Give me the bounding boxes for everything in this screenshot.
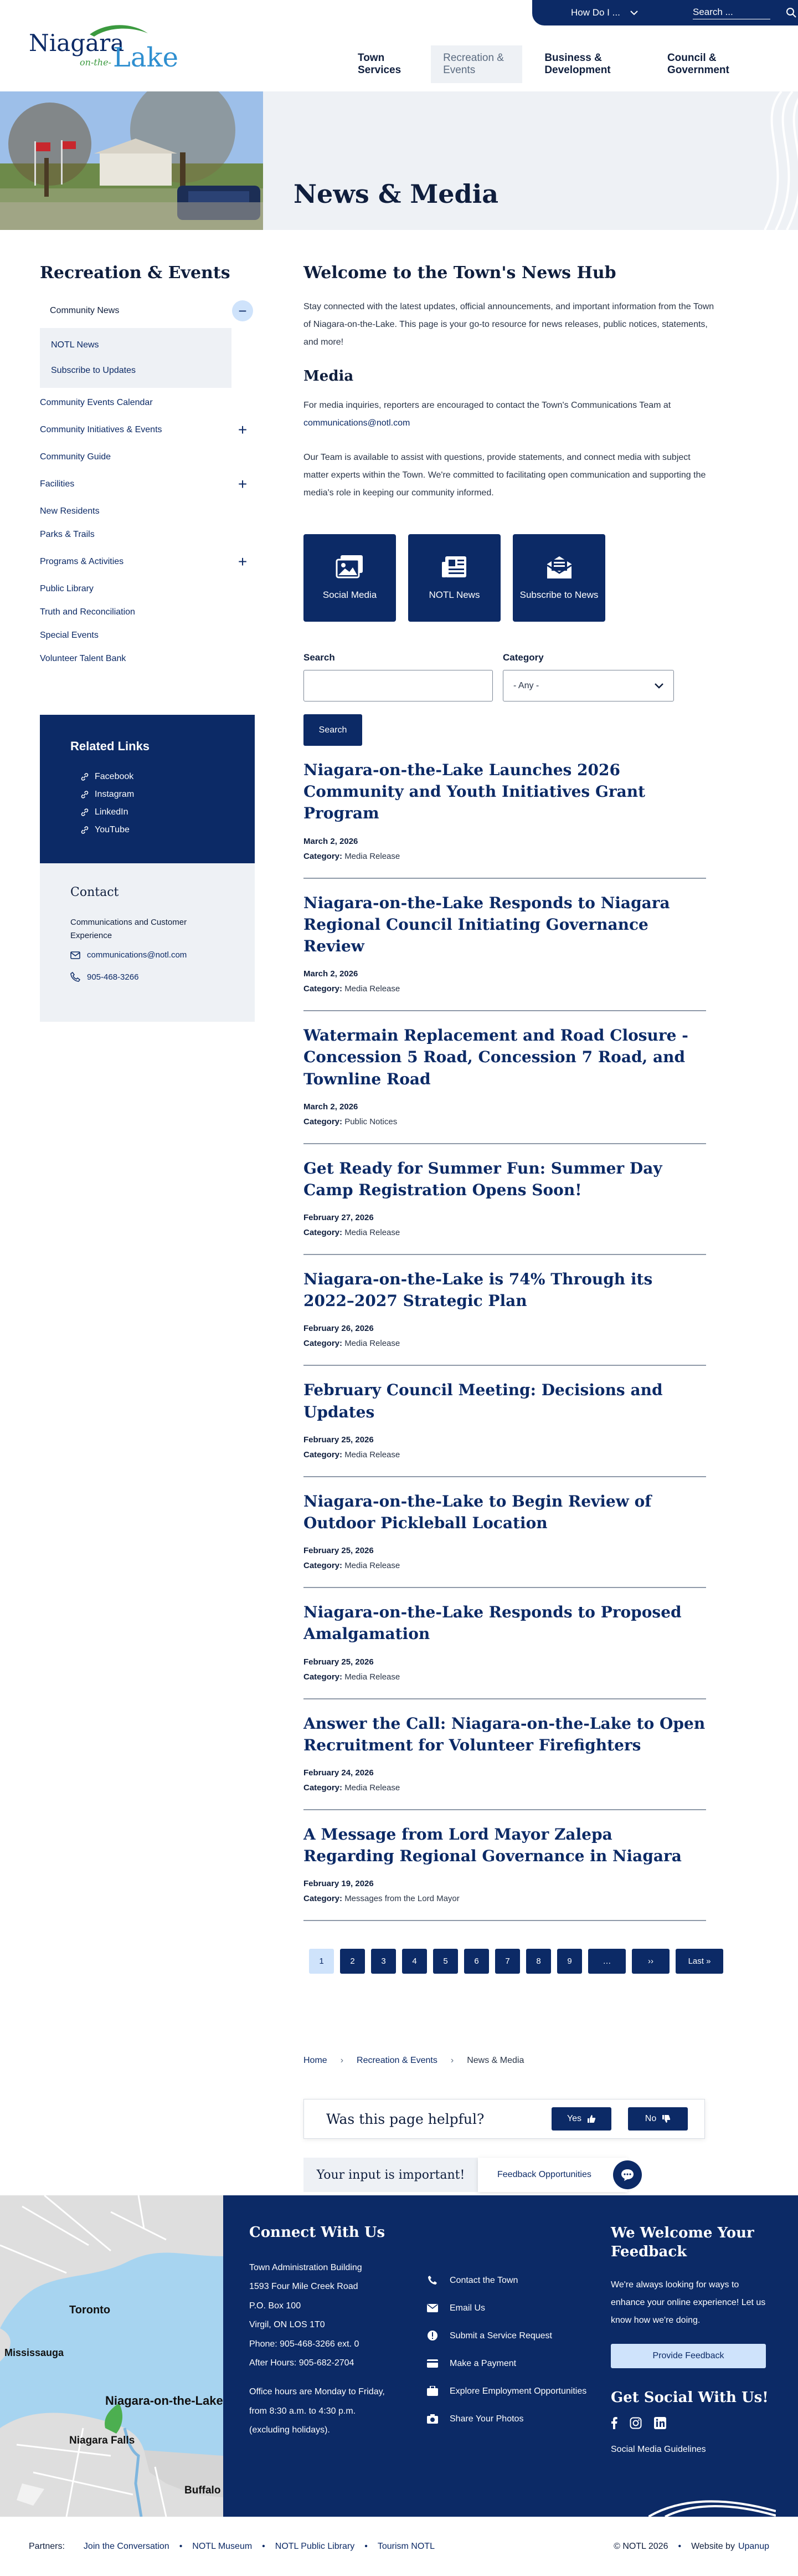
page-link[interactable]: 6: [464, 1949, 489, 1974]
sidebar-item-programs[interactable]: [40, 546, 253, 577]
chevron-down-icon: [655, 683, 663, 689]
related-link-facebook[interactable]: [70, 768, 224, 786]
page-content: [0, 230, 798, 2192]
related-link-youtube[interactable]: [70, 821, 224, 839]
news-item-category-value: Media Release: [344, 1672, 400, 1682]
news-item: [303, 879, 706, 1012]
footer-feedback-text: We're always looking for ways to enhance your online experience! Let us know how we're doing.: [611, 2280, 766, 2325]
tile-subscribe[interactable]: [513, 534, 605, 622]
footer-hours-line: from 8:30 a.m. to 4:30 p.m.: [249, 2406, 356, 2416]
category-prefix: Category:: [303, 1561, 343, 1571]
news-item-date: February 19, 2026: [303, 1879, 374, 1889]
nav-recreation-events[interactable]: Recreation & Events: [431, 45, 522, 83]
feedback-opportunities-link[interactable]: [478, 2158, 627, 2192]
news-item-date: February 26, 2026: [303, 1324, 374, 1334]
welcome-heading: Welcome to the Town's News Hub: [303, 263, 616, 283]
tile-label: Subscribe to News: [519, 590, 599, 601]
chevron-right-icon: ›: [450, 2056, 454, 2066]
sidebar-item-public-library[interactable]: [40, 577, 253, 601]
hero-photo: [0, 91, 263, 230]
tile-label: NOTL News: [429, 590, 480, 601]
news-item: [303, 759, 706, 879]
category-prefix: Category:: [303, 1339, 343, 1349]
news-item: [303, 1255, 706, 1366]
category-select[interactable]: [503, 670, 674, 701]
instagram-icon[interactable]: [630, 2417, 642, 2429]
news-item-title[interactable]: A Message from Lord Mayor Zalepa Regarding Regional Governance in Niagara: [303, 1825, 682, 1866]
media-heading: Media: [303, 368, 354, 385]
category-prefix: Category:: [303, 1450, 343, 1459]
page-link[interactable]: …: [588, 1949, 626, 1974]
partner-link-tourism[interactable]: Tourism NOTL: [377, 2541, 435, 2551]
bottom-bar: [0, 2517, 798, 2576]
site-header: [0, 0, 798, 91]
collapse-icon[interactable]: −: [232, 300, 253, 321]
phone-icon: [426, 2274, 439, 2286]
tile-label: Social Media: [322, 590, 377, 601]
expand-icon[interactable]: +: [238, 421, 248, 438]
news-item-title[interactable]: Niagara-on-the-Lake Responds to Proposed Amalgamation: [303, 1603, 682, 1643]
sidebar-subitem-notl-news[interactable]: NOTL News: [51, 340, 99, 350]
feedback-opportunities-label: Feedback Opportunities: [497, 2170, 591, 2180]
footer-social-icons: [611, 2417, 771, 2429]
location-map[interactable]: [0, 2195, 223, 2517]
sidebar-item-label: Community News: [50, 306, 120, 315]
sidebar: [0, 263, 263, 2192]
sidebar-item-label: Facilities: [40, 479, 75, 489]
news-item-category: [303, 1672, 706, 1682]
link-icon: [80, 826, 89, 834]
expand-icon[interactable]: +: [238, 475, 248, 493]
intro-text: Stay connected with the latest updates, official announcements, and important information from the Town of Niagara-on-the-Lake. This page is your go-to resource for news releases, public notices, statements, and more!: [303, 302, 714, 347]
sidebar-item-label: Community Events Calendar: [40, 398, 153, 407]
agency-link[interactable]: Upanup: [738, 2541, 769, 2551]
sidebar-sublist: [40, 328, 231, 388]
sidebar-item-label: Special Events: [40, 631, 99, 640]
helpful-yes-button[interactable]: [552, 2107, 611, 2131]
news-item: [303, 1366, 706, 1477]
category-prefix: Category:: [303, 1894, 343, 1904]
related-link-label: LinkedIn: [95, 807, 128, 817]
breadcrumb-current: News & Media: [467, 2056, 524, 2066]
how-do-i-label: How Do I ...: [571, 7, 620, 18]
footer-phone: Phone: 905-468-3266 ext. 0: [249, 2339, 359, 2349]
footer-link-label: Explore Employment Opportunities: [450, 2386, 587, 2396]
news-item: [303, 1588, 706, 1699]
sidebar-item-label: Programs & Activities: [40, 557, 124, 566]
footer-link-email[interactable]: [426, 2302, 587, 2315]
map-label: Niagara Falls: [69, 2435, 135, 2446]
sidebar-item-label: New Residents: [40, 506, 100, 516]
sidebar-item-truth-reconciliation[interactable]: [40, 601, 253, 624]
search-button[interactable]: Search: [303, 714, 362, 746]
footer-address-line: P.O. Box 100: [249, 2301, 301, 2311]
page-link[interactable]: 8: [526, 1949, 551, 1974]
footer-link-label: Submit a Service Request: [450, 2331, 552, 2341]
facebook-icon[interactable]: [611, 2417, 617, 2429]
sidebar-item-volunteer-talent-bank[interactable]: [40, 647, 253, 670]
category-prefix: Category:: [303, 1783, 343, 1793]
category-prefix: Category:: [303, 1672, 343, 1682]
separator-dot: •: [262, 2541, 265, 2551]
news-item-date: February 27, 2026: [303, 1213, 374, 1223]
footer-wave-decoration: [648, 2495, 776, 2517]
news-item-category: [303, 1117, 706, 1126]
footer-address-line: Town Administration Building: [249, 2263, 362, 2272]
svg-text:Lake: Lake: [113, 42, 178, 72]
footer-link-photos[interactable]: [426, 2413, 587, 2426]
news-item-category-value: Media Release: [344, 1783, 400, 1793]
partner-link-join-conversation[interactable]: Join the Conversation: [83, 2541, 169, 2551]
category-field-label: Category: [503, 652, 544, 663]
news-item-category: [303, 984, 706, 993]
sidebar-item-community-initiatives[interactable]: [40, 414, 253, 445]
footer-link-label: Make a Payment: [450, 2359, 517, 2368]
sidebar-item-label: Community Initiatives & Events: [40, 425, 162, 434]
contact-panel: [40, 863, 255, 1022]
breadcrumb-home[interactable]: Home: [303, 2056, 327, 2066]
sidebar-item-new-residents[interactable]: [40, 500, 253, 523]
news-item-category: [303, 1228, 706, 1237]
helpful-no-button[interactable]: [628, 2107, 688, 2131]
news-search-input[interactable]: [303, 670, 493, 701]
breadcrumb-section[interactable]: Recreation & Events: [357, 2056, 437, 2066]
sidebar-item-community-guide[interactable]: [40, 445, 253, 469]
news-item-date: March 2, 2026: [303, 1102, 358, 1112]
chat-bubble-icon[interactable]: [613, 2160, 642, 2189]
footer-links-column: [426, 2274, 587, 2440]
page-link[interactable]: 5: [433, 1949, 458, 1974]
website-by-label: Website by: [691, 2541, 735, 2551]
image-gallery-icon: [335, 554, 365, 580]
site-footer: [0, 2195, 798, 2517]
news-item-category-value: Media Release: [344, 1228, 400, 1238]
sidebar-item-facilities[interactable]: [40, 469, 253, 500]
helpful-no-label: No: [645, 2114, 657, 2124]
news-item-category-value: Media Release: [344, 1450, 400, 1459]
news-item: [303, 1011, 706, 1144]
category-select-value: - Any -: [513, 680, 539, 690]
tile-notl-news[interactable]: [408, 534, 501, 622]
footer-link-label: Contact the Town: [450, 2276, 518, 2285]
feedback-callout-label: Your input is important!: [303, 2158, 478, 2192]
nav-town-services[interactable]: Town Services: [358, 52, 401, 76]
page-link[interactable]: Last »: [676, 1949, 723, 1974]
related-link-label: YouTube: [95, 825, 130, 834]
page-link[interactable]: 9: [557, 1949, 582, 1974]
footer-connect-title: Connect With Us: [249, 2224, 385, 2241]
sidebar-item-label: Public Library: [40, 584, 94, 593]
separator-dot: •: [364, 2541, 368, 2551]
thumbs-up-icon: [587, 2114, 596, 2123]
related-links-title: Related Links: [70, 739, 150, 753]
contact-phone-label: 905-468-3266: [87, 972, 139, 982]
footer-feedback-title: We Welcome Your Feedback: [611, 2225, 754, 2260]
newspaper-icon: [440, 554, 470, 580]
news-item-title[interactable]: February Council Meeting: Decisions and Updates: [303, 1381, 663, 1421]
sidebar-item-events-calendar[interactable]: [40, 391, 253, 414]
footer-link-service-request[interactable]: [426, 2329, 587, 2343]
map-label: Toronto: [69, 2304, 111, 2316]
contact-email[interactable]: [70, 950, 224, 960]
footer-social-title: Get Social With Us!: [611, 2389, 769, 2406]
footer-link-contact[interactable]: [426, 2274, 587, 2287]
footer-link-employment[interactable]: [426, 2385, 587, 2398]
news-item-title[interactable]: Niagara-on-the-Lake to Begin Review of Outdoor Pickleball Location: [303, 1492, 652, 1532]
sidebar-subitem-subscribe[interactable]: Subscribe to Updates: [51, 366, 136, 375]
news-item-category-value: Messages from the Lord Mayor: [344, 1894, 460, 1904]
category-prefix: Category:: [303, 984, 343, 994]
partners-label: Partners:: [29, 2541, 65, 2551]
svg-text:Niagara: Niagara: [29, 29, 125, 57]
footer-after-hours: After Hours: 905-682-2704: [249, 2358, 354, 2368]
footer-feedback-column: [611, 2224, 771, 2459]
sidebar-item-community-news[interactable]: [40, 298, 253, 328]
news-item-title[interactable]: Watermain Replacement and Road Closure - Concession 5 Road, Concession 7 Road, and Townline Road: [303, 1026, 688, 1088]
contact-title: Contact: [70, 885, 119, 899]
sidebar-item-label: Volunteer Talent Bank: [40, 654, 126, 663]
footer-hours-line: (excluding holidays).: [249, 2425, 330, 2435]
news-item-category: [303, 1339, 706, 1348]
news-item-title[interactable]: Niagara-on-the-Lake is 74% Through its 2022–2027 Strategic Plan: [303, 1270, 653, 1310]
phone-icon: [70, 972, 80, 982]
related-link-label: Instagram: [95, 790, 135, 799]
news-item-category: [303, 1894, 706, 1903]
page-link[interactable]: 7: [495, 1949, 520, 1974]
separator-dot: •: [179, 2541, 183, 2551]
contact-phone[interactable]: [70, 972, 224, 982]
feedback-callout: [303, 2158, 717, 2192]
news-list: [303, 759, 706, 1921]
expand-icon[interactable]: +: [238, 553, 248, 570]
news-item: [303, 1144, 706, 1255]
main-content: [263, 263, 717, 2192]
chevron-right-icon: ›: [340, 2056, 344, 2066]
news-item-title[interactable]: Get Ready for Summer Fun: Summer Day Camp Registration Opens Soon!: [303, 1159, 662, 1199]
news-item-category: [303, 852, 706, 861]
contact-department: Communications and Customer Experience: [70, 918, 187, 940]
media-text: For media inquiries, reporters are encouraged to contact the Town's Communications Team at: [303, 401, 671, 410]
related-links-panel: [40, 715, 255, 863]
news-item-category-value: Media Release: [344, 1339, 400, 1349]
news-item-title[interactable]: Niagara-on-the-Lake Launches 2026 Community and Youth Initiatives Grant Program: [303, 761, 646, 823]
helpful-yes-label: Yes: [567, 2114, 582, 2124]
link-icon: [80, 772, 89, 781]
news-item-category: [303, 1450, 706, 1459]
briefcase-icon: [426, 2385, 439, 2397]
credit-card-icon: [426, 2357, 439, 2369]
site-logo[interactable]: [29, 22, 178, 72]
related-link-label: Facebook: [95, 772, 134, 781]
page-helpful-widget: [303, 2099, 705, 2139]
news-item-category-value: Media Release: [344, 984, 400, 994]
news-item-category: [303, 1561, 706, 1570]
news-item-title[interactable]: Answer the Call: Niagara-on-the-Lake to Open Recruitment for Volunteer Firefighters: [303, 1714, 706, 1754]
page-link[interactable]: 2: [340, 1949, 365, 1974]
news-item: [303, 1477, 706, 1588]
search-field-label: Search: [303, 652, 335, 663]
footer-address-line: Virgil, ON LOS 1T0: [249, 2320, 325, 2330]
separator-dot: •: [678, 2541, 682, 2551]
site-search-input[interactable]: Search ...: [693, 7, 770, 19]
category-prefix: Category:: [303, 851, 343, 861]
footer-link-label: Share Your Photos: [450, 2414, 524, 2424]
category-prefix: Category:: [303, 1228, 343, 1238]
map-label: Mississauga: [4, 2347, 64, 2358]
category-prefix: Category:: [303, 1117, 343, 1126]
contact-email-label: communications@notl.com: [87, 950, 187, 960]
sidebar-nav: [40, 298, 253, 670]
pagination: [303, 1949, 717, 1974]
breadcrumb: [303, 2056, 717, 2066]
social-media-guidelines-link[interactable]: Social Media Guidelines: [611, 2444, 706, 2454]
news-item-date: February 24, 2026: [303, 1768, 374, 1778]
svg-text:on-the-: on-the-: [80, 57, 111, 68]
media-paragraph-2: Our Team is available to assist with questions, provide statements, and connect media with subject matter experts within the Town. We're committed to facilitating open communication and supporting the media's role in keeping our community informed.: [303, 453, 706, 498]
page-link[interactable]: 4: [402, 1949, 427, 1974]
page-link[interactable]: ››: [632, 1949, 670, 1974]
envelope-icon: [426, 2302, 439, 2314]
news-item-category: [303, 1783, 706, 1793]
news-item: [303, 1810, 706, 1921]
main-nav: [305, 45, 759, 83]
news-item-date: February 25, 2026: [303, 1546, 374, 1556]
alert-circle-icon: [426, 2329, 439, 2342]
sidebar-item-label: Community Guide: [40, 452, 111, 462]
thumbs-down-icon: [662, 2114, 671, 2123]
sidebar-item-label: Parks & Trails: [40, 530, 95, 539]
media-email-link[interactable]: communications@notl.com: [303, 418, 410, 428]
map-label: Buffalo: [184, 2485, 221, 2496]
news-filters: [303, 652, 717, 701]
footer-contact-column: [249, 2224, 415, 2440]
hero-title-panel: [263, 91, 798, 230]
copyright: © NOTL 2026: [614, 2541, 668, 2551]
sidebar-item-label: Truth and Reconciliation: [40, 607, 135, 617]
news-item-date: February 25, 2026: [303, 1657, 374, 1667]
news-item-date: February 25, 2026: [303, 1435, 374, 1445]
news-item-category-value: Public Notices: [344, 1117, 398, 1126]
envelope-icon: [70, 951, 80, 959]
sidebar-item-special-events[interactable]: [40, 624, 253, 647]
hero-banner: [0, 91, 798, 230]
footer-address-line: 1593 Four Mile Creek Road: [249, 2282, 358, 2292]
map-label: Niagara-on-the-Lake: [105, 2394, 223, 2408]
nav-council-government[interactable]: Council & Government: [667, 52, 729, 76]
related-link-instagram[interactable]: [70, 786, 224, 803]
page-title: News & Media: [294, 179, 498, 209]
partner-link-museum[interactable]: NOTL Museum: [192, 2541, 253, 2551]
page-current[interactable]: 1: [309, 1949, 334, 1974]
tile-social-media[interactable]: [303, 534, 396, 622]
provide-feedback-button[interactable]: Provide Feedback: [611, 2344, 766, 2368]
news-item-category-value: Media Release: [344, 1561, 400, 1571]
news-item: [303, 1699, 706, 1810]
link-icon: [80, 790, 89, 799]
helpful-question: Was this page helpful?: [326, 2111, 485, 2127]
footer-link-label: Email Us: [450, 2303, 486, 2313]
footer-hours-line: Office hours are Monday to Friday,: [249, 2387, 385, 2397]
sidebar-title: Recreation & Events: [40, 263, 230, 283]
link-icon: [80, 808, 89, 817]
news-item-date: March 2, 2026: [303, 969, 358, 979]
partner-link-library[interactable]: NOTL Public Library: [275, 2541, 355, 2551]
news-item-title[interactable]: Niagara-on-the-Lake Responds to Niagara Regional Council Initiating Governance Review: [303, 893, 670, 955]
sidebar-item-parks-trails[interactable]: [40, 523, 253, 546]
media-paragraph-1: [303, 397, 717, 432]
page-link[interactable]: 3: [371, 1949, 396, 1974]
linkedin-icon[interactable]: [654, 2417, 666, 2429]
nav-business-development[interactable]: Business & Development: [544, 52, 611, 76]
news-item-date: March 2, 2026: [303, 836, 358, 846]
related-link-linkedin[interactable]: [70, 803, 224, 821]
envelope-open-icon: [544, 554, 574, 580]
camera-icon: [426, 2413, 439, 2425]
quick-links: [303, 534, 717, 622]
footer-link-payment[interactable]: [426, 2357, 587, 2370]
news-item-category-value: Media Release: [344, 851, 400, 861]
